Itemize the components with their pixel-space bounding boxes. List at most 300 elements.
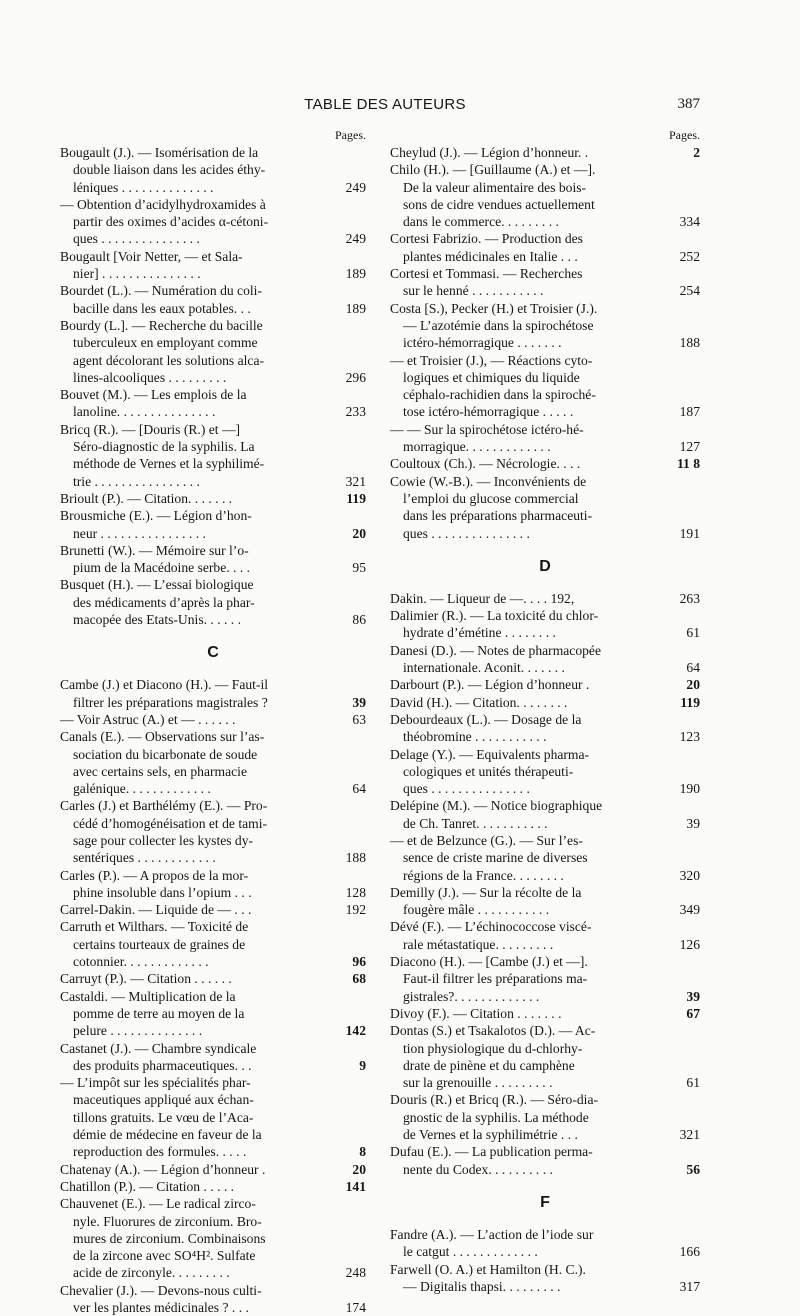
entry-text: gistrales?. . . . . . . . . . . . . [403,988,540,1004]
entry-text: Bourdy (L.]. — Recherche du bacille [60,317,263,333]
index-entry [390,352,700,421]
entry-text: Dontas (S.) et Tsakalotos (D.). — Ac- [390,1023,596,1039]
entry-text: Dufau (E.). — La publication perma- [390,1144,593,1160]
entry-page-number: 39 [352,694,366,710]
entry-line [390,490,700,507]
entry-page-number: 320 [679,867,700,883]
entry-text: sence de criste marine de diverses [403,850,588,866]
entry-page-number: 141 [345,1178,366,1194]
index-entry [60,1195,366,1281]
entry-line [60,334,366,351]
entry-line [60,179,366,196]
entry-line [390,179,700,196]
entry-text: Costa [S.), Pecker (H.) et Troisier (J.). [390,300,598,316]
entry-line [60,144,366,161]
entry-text: Chatenay (A.). — Légion d’honneur . [60,1161,266,1177]
entry-text: lines-alcooliques . . . . . . . . . [73,369,227,385]
entry-text: démie de médecine en faveur de la [73,1127,262,1143]
entry-text: Dévé (F.). — L’échinococcose viscé- [390,919,592,935]
entry-line [60,970,366,987]
entry-text: de Ch. Tanret. . . . . . . . . . . [403,815,548,831]
section-letter: D [539,557,551,575]
entry-page-number: 95 [352,560,366,576]
index-entry [390,230,700,265]
entry-text: sentériques . . . . . . . . . . . . [73,850,216,866]
entry-text: tion physiologique du d-chlorhy- [403,1040,583,1056]
entry-line [390,1278,700,1295]
entry-line [60,1005,366,1022]
entry-text: — Voir Astruc (A.) et — . . . . . . [60,711,236,727]
entry-line [390,300,700,317]
entry-text: Séro-diagnostic de la syphilis. La [73,439,255,455]
entry-line [60,265,366,282]
index-entry [390,642,700,677]
index-entry [390,607,700,642]
entry-text: Diacono (H.). — [Cambe (J.) et —]. [390,954,588,970]
entry-line [60,1074,366,1091]
entry-page-number: 321 [345,473,366,489]
entry-text: Carles (P.). — A propos de la mor- [60,867,249,883]
entry-page-number: 233 [345,404,366,420]
entry-text: Bougault [Voir Netter, — et Sala- [60,248,243,264]
pages-column-label: Pages. [669,128,700,142]
entry-line [60,542,366,559]
entry-line [390,849,700,866]
entry-text: trie . . . . . . . . . . . . . . . . [73,473,200,489]
entry-line [390,403,700,420]
entry-line [60,936,366,953]
entry-text: — — Sur la spirochétose ictéro-hé- [390,421,584,437]
entry-text: internationale. Aconit. . . . . . . [403,660,565,676]
index-entry [60,1282,366,1316]
entry-line [60,525,366,542]
entry-line [60,559,366,576]
entry-page-number: 349 [679,902,700,918]
entry-text: drate de pinène et du camphène [403,1057,575,1073]
entry-line [390,711,700,728]
entry-text: léniques . . . . . . . . . . . . . . [73,179,214,195]
entry-text: théobromine . . . . . . . . . . . [403,729,547,745]
entry-page-number: 56 [686,1161,700,1177]
entry-line [390,1057,700,1074]
entry-text: nier] . . . . . . . . . . . . . . . [73,266,201,282]
entry-text: Fandre (A.). — L’action de l’iode sur [390,1226,594,1242]
index-entry [60,1161,366,1178]
entry-text: sur le henné . . . . . . . . . . . [403,283,544,299]
entry-line [60,694,366,711]
entry-line [390,1143,700,1160]
index-entry [60,386,366,421]
entry-text: gnostic de la syphilis. La méthode [403,1109,589,1125]
entry-text: Cambe (J.) et Diacono (H.). — Faut-il [60,677,269,693]
entry-text: partir des oximes d’acides α-cétoni- [73,214,269,230]
index-entry [60,542,366,577]
entry-text: lanoline. . . . . . . . . . . . . . . [73,404,216,420]
entry-text: — L’impôt sur les spécialités phar- [60,1075,251,1091]
entry-text: l’emploi du glucose commercial [403,490,579,506]
entry-text: Cortesi et Tommasi. — Recherches [390,266,583,282]
entry-line [390,334,700,351]
entry-line [60,1040,366,1057]
entry-text: Farwell (O. A.) et Hamilton (H. C.). [390,1261,586,1277]
page-number: 387 [677,96,700,112]
index-entry [390,421,700,456]
entry-page-number: 126 [679,936,700,952]
entry-line [390,265,700,282]
entry-text: ques . . . . . . . . . . . . . . . [73,231,200,247]
entry-line [60,815,366,832]
entry-line [390,728,700,745]
entry-line [390,1091,700,1108]
entry-line [390,1074,700,1091]
index-entry [60,797,366,866]
entry-line [60,403,366,420]
entry-line [60,884,366,901]
entry-line [390,797,700,814]
pages-column-label: Pages. [335,128,366,142]
entry-line [60,300,366,317]
section-letter: C [207,644,219,662]
entry-line [390,676,700,693]
entry-text: double liaison dans les acides éthy- [73,162,266,178]
entry-text: — L’azotémie dans la spirochétose [403,317,594,333]
entry-line [390,590,700,607]
entry-line [60,1126,366,1143]
entry-line [390,144,700,161]
entry-line [60,849,366,866]
entry-line [60,1230,366,1247]
entry-line [390,473,700,490]
entry-line [390,248,700,265]
entry-line [60,1057,366,1074]
entry-text: Chilo (H.). — [Guillaume (A.) et —]. [390,162,596,178]
entry-line [60,918,366,935]
entry-page-number: 86 [352,612,366,628]
entry-line [60,161,366,178]
entry-text: fougère mâle . . . . . . . . . . . [403,902,550,918]
entry-text: rale métastatique. . . . . . . . . [403,936,554,952]
entry-text: sage pour collecter les kystes dy- [73,832,254,848]
index-entry [390,676,700,693]
entry-text: Cheylud (J.). — Légion d’honneur. . [390,145,589,160]
entry-page-number: 187 [679,404,700,420]
entry-line [60,746,366,763]
entry-text: certains tourteaux de graines de [73,936,246,952]
entry-text: neur . . . . . . . . . . . . . . . . [73,525,206,541]
entry-line [60,421,366,438]
entry-line [390,901,700,918]
entry-page-number: 64 [686,660,700,676]
entry-line [60,438,366,455]
entry-line [390,1109,700,1126]
index-entry [60,144,366,196]
entry-text: hydrate d’émétine . . . . . . . . [403,625,556,641]
entry-text: phine insoluble dans l’opium . . . [73,884,252,900]
index-entry [60,711,366,728]
entry-text: acide de zirconyle. . . . . . . . . [73,1265,230,1281]
index-entry [60,728,366,797]
entry-page-number: 61 [686,625,700,641]
index-entry [390,918,700,953]
entry-line [60,317,366,334]
entry-line [390,936,700,953]
entry-text: Bougault (J.). — Isomérisation de la [60,145,259,160]
entry-line [60,832,366,849]
index-entry [390,1091,700,1143]
index-entry [60,282,366,317]
entry-text: céphalo-rachidien dans la spiroché- [403,387,596,403]
entry-line [390,317,700,334]
entry-line [390,507,700,524]
entry-line [390,815,700,832]
entry-text: filtrer les préparations magistrales ? [73,694,268,710]
entry-line [390,867,700,884]
entry-line [60,867,366,884]
entry-page-number: 334 [679,214,700,230]
entry-page-number: 254 [679,283,700,299]
entry-line [60,711,366,728]
entry-line [60,369,366,386]
entry-line [60,901,366,918]
entry-text: cotonnier. . . . . . . . . . . . . [73,954,209,970]
entry-line [390,213,700,230]
entry-text: Bricq (R.). — [Douris (R.) et —] [60,421,241,437]
entry-page-number: 64 [352,781,366,797]
index-entry [60,1040,366,1075]
entry-text: dans le commerce. . . . . . . . . [403,214,559,230]
entry-line [60,473,366,490]
entry-line [60,1195,366,1212]
entry-text: Chatillon (P.). — Citation . . . . . [60,1178,235,1194]
entry-line [390,161,700,178]
entry-text: dans les préparations pharmaceuti- [403,508,593,524]
index-entry [390,1005,700,1022]
entry-text: Faut-il filtrer les préparations ma- [403,971,588,987]
entry-text: ver les plantes médicinales ? . . . [73,1300,249,1315]
entry-line [60,988,366,1005]
entry-text: Brousmiche (E.). — Légion d’hon- [60,508,252,524]
entry-line [390,196,700,213]
entry-text: Cowie (W.-B.). — Inconvénients de [390,473,587,489]
entry-page-number: 249 [345,231,366,247]
index-entry [390,455,700,472]
entry-line [60,1022,366,1039]
entry-line [390,970,700,987]
entry-line [60,953,366,970]
entry-text: pelure . . . . . . . . . . . . . . [73,1023,203,1039]
index-entry [390,473,700,542]
entry-text: Castanet (J.). — Chambre syndicale [60,1040,257,1056]
entry-page-number: 189 [345,300,366,316]
entry-line [60,1247,366,1264]
entry-text: pium de la Macédoine serbe. . . . [73,560,251,576]
entry-page-number: 67 [686,1005,700,1021]
entry-page-number: 190 [679,781,700,797]
entry-line [390,421,700,438]
index-entry [390,161,700,230]
entry-text: cédé d’homogénéisation et de tami- [73,815,268,831]
index-entry [60,1074,366,1160]
index-entry [60,901,366,918]
entry-text: Douris (R.) et Bricq (R.). — Séro-dia- [390,1092,599,1108]
entry-line [60,248,366,265]
index-entry [390,884,700,919]
entry-text: Bourdet (L.). — Numération du coli- [60,283,262,299]
entry-text: — Digitalis thapsi. . . . . . . . . [403,1278,561,1294]
entry-line [390,1243,700,1260]
entry-line [60,797,366,814]
entry-text: Demilly (J.). — Sur la récolte de la [390,884,582,900]
entry-text: Carrel-Dakin. — Liquide de — . . . [60,902,252,918]
index-entry [60,1178,366,1195]
entry-line [60,763,366,780]
index-entry [390,832,700,884]
entry-line [60,576,366,593]
entry-line [390,1022,700,1039]
entry-text: Dakin. — Liqueur de —. . . . 192, [390,590,575,606]
right-column [390,128,700,1295]
index-entry [60,867,366,902]
entry-page-number: 188 [679,335,700,351]
entry-page-number: 63 [352,711,366,727]
index-entry [390,300,700,352]
index-entry [60,988,366,1040]
entry-line [390,746,700,763]
entry-text: Coultoux (Ch.). — Nécrologie. . . . [390,456,581,472]
index-entry [390,711,700,746]
entry-text: Brunetti (W.). — Mémoire sur l’o- [60,542,249,558]
entry-page-number: 20 [686,677,700,693]
entry-line [390,642,700,659]
entry-text: mures de zirconium. Combinaisons [73,1230,266,1246]
index-entry [390,797,700,832]
entry-line [60,1161,366,1178]
index-entry [390,1143,700,1178]
entry-line [60,611,366,628]
entry-page-number: 142 [345,1023,366,1039]
entry-text: Carruyt (P.). — Citation . . . . . . [60,971,232,987]
entry-line [60,1109,366,1126]
entry-text: tillons gratuits. Le vœu de l’Aca- [73,1109,254,1125]
index-entry [60,490,366,507]
entry-text: ques . . . . . . . . . . . . . . . [403,781,530,797]
index-entry [390,1022,700,1091]
entry-line [60,455,366,472]
entry-line [60,196,366,213]
entry-text: tuberculeux en employant comme [73,335,258,351]
index-entry [60,317,366,386]
entry-line [390,832,700,849]
entry-line [60,1143,366,1160]
index-entry [60,576,366,628]
entry-text: de Vernes et la syphilimétrie . . . [403,1127,578,1143]
entry-text: nyle. Fluorures de zirconium. Bro- [73,1213,262,1229]
entry-page-number: 39 [686,988,700,1004]
entry-text: Bouvet (M.). — Les emplois de la [60,387,247,403]
entry-page-number: 2 [693,145,700,160]
entry-text: Busquet (H.). — L’essai biologique [60,577,254,593]
entry-text: Debourdeaux (L.). — Dosage de la [390,711,582,727]
entry-text: — et de Belzunce (G.). — Sur l’es- [390,832,583,848]
entry-page-number: 317 [679,1278,700,1294]
entry-text: le catgut . . . . . . . . . . . . . [403,1244,538,1260]
entry-text: Canals (E.). — Observations sur l’as- [60,729,265,745]
entry-line [60,676,366,693]
entry-text: sons de cidre vendues actuellement [403,196,595,212]
entry-text: des produits pharmaceutiques. . . [73,1057,252,1073]
left-column [60,128,366,1316]
entry-page-number: 248 [345,1265,366,1281]
entry-line [390,1226,700,1243]
entry-line [60,780,366,797]
entry-page-number: 296 [345,369,366,385]
entry-line [390,369,700,386]
index-entry [390,953,700,1005]
entry-page-number: 249 [345,179,366,195]
entry-text: logiques et chimiques du liquide [403,369,580,385]
entry-line [390,884,700,901]
entry-page-number: 189 [345,266,366,282]
entry-text: Divoy (F.). — Citation . . . . . . . [390,1005,562,1021]
running-head [0,96,800,120]
entry-page-number: 174 [345,1300,366,1315]
entry-text: Brioult (P.). — Citation. . . . . . . [60,490,233,506]
index-entry [390,694,700,711]
entry-page-number: 20 [352,525,366,541]
entry-line [390,352,700,369]
entry-line [390,918,700,935]
entry-text: sociation du bicarbonate de soude [73,746,258,762]
index-entry [60,248,366,283]
entry-text: sur la grenouille . . . . . . . . . [403,1075,553,1091]
entry-line [390,988,700,1005]
entry-text: morragique. . . . . . . . . . . . . [403,439,551,455]
entry-text: régions de la France. . . . . . . . [403,867,564,883]
entry-text: tose ictéro-hémorragique . . . . . [403,404,574,420]
entry-line [60,594,366,611]
entry-page-number: 128 [345,884,366,900]
entry-text: plantes médicinales en Italie . . . [403,248,578,264]
entry-line [390,1005,700,1022]
entry-page-number: 8 [359,1144,366,1160]
entry-page-number: 119 [680,694,700,710]
entry-page-number: 166 [679,1244,700,1260]
entry-text: Dalimier (R.). — La toxicité du chlor- [390,608,599,624]
entry-line [390,1040,700,1057]
entry-line [390,1261,700,1278]
entry-line [390,525,700,542]
entry-page-number: 321 [679,1127,700,1143]
index-entry [60,507,366,542]
entry-line [390,1126,700,1143]
entry-line [60,490,366,507]
entry-text: Danesi (D.). — Notes de pharmacopée [390,642,602,658]
entry-text: méthode de Vernes et la syphilimé- [73,456,265,472]
entry-page-number: 20 [352,1161,366,1177]
entry-text: Chauvenet (E.). — Le radical zirco- [60,1196,256,1212]
entry-text: bacille dans les eaux potables. . . [73,300,251,316]
entry-line [60,507,366,524]
entry-line [390,1161,700,1178]
index-entry [390,1261,700,1296]
entry-text: maceutiques appliqué aux échan- [73,1092,254,1108]
entry-page-number: 61 [686,1075,700,1091]
index-entry [60,918,366,970]
entry-text: Darbourt (P.). — Légion d’honneur . [390,677,590,693]
entry-text: des médicaments d’après la phar- [73,594,255,610]
entry-line [390,624,700,641]
entry-line [60,1091,366,1108]
